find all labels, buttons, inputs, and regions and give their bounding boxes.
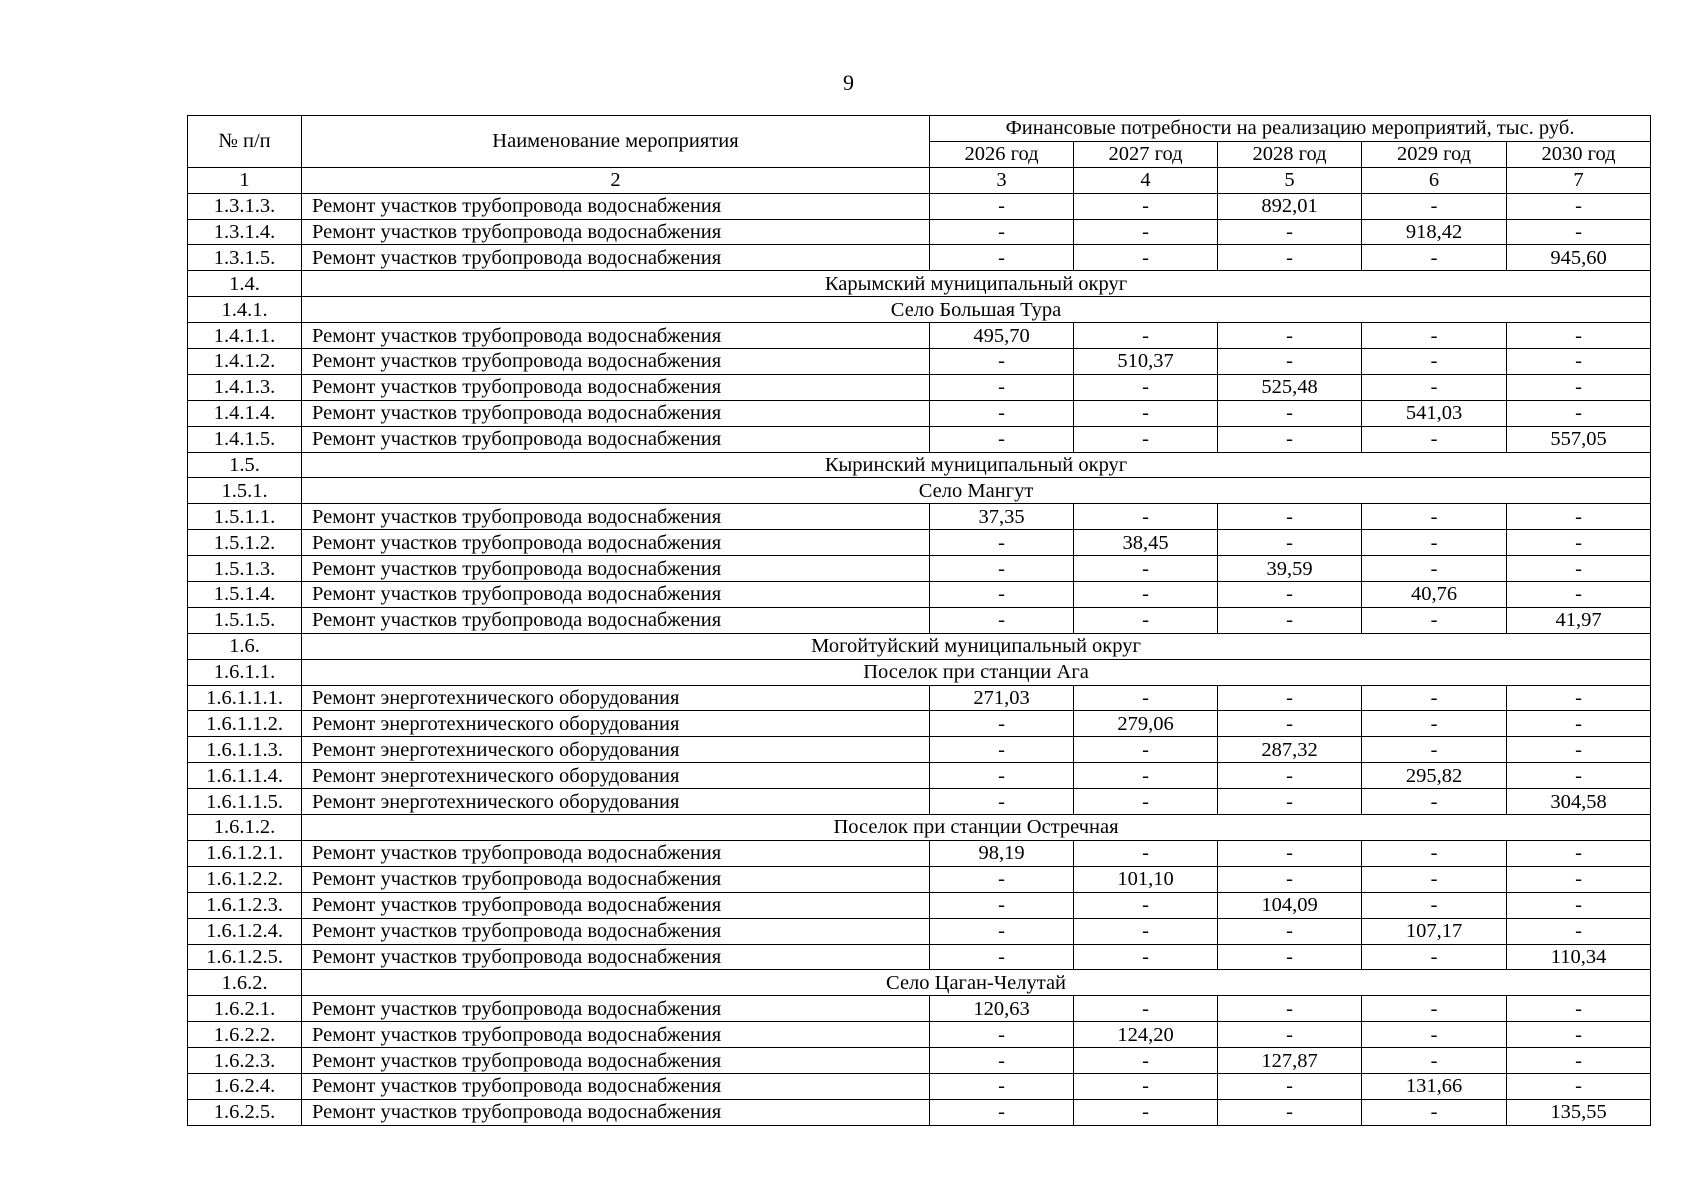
section-title: Кыринский муниципальный округ xyxy=(302,452,1651,478)
year-value: - xyxy=(1362,737,1507,763)
year-value: - xyxy=(1074,737,1218,763)
year-value: - xyxy=(1507,1022,1651,1048)
row-number: 1.6.1.1.4. xyxy=(188,763,302,789)
year-value: - xyxy=(930,374,1074,400)
activity-name: Ремонт участков трубопровода водоснабжения xyxy=(302,556,930,582)
row-number: 1.6.1.2.3. xyxy=(188,892,302,918)
year-value: - xyxy=(930,1048,1074,1074)
year-value: - xyxy=(1074,193,1218,219)
table-row xyxy=(188,944,1651,970)
year-value: - xyxy=(1218,1073,1362,1099)
year-value: - xyxy=(1507,530,1651,556)
year-value: - xyxy=(1218,607,1362,633)
year-value: 541,03 xyxy=(1362,400,1507,426)
year-value: - xyxy=(1218,685,1362,711)
table-row xyxy=(188,996,1651,1022)
table-row xyxy=(188,737,1651,763)
year-header: 2027 год xyxy=(1074,141,1218,167)
year-value: 892,01 xyxy=(1218,193,1362,219)
row-number: 1.6.1.2.5. xyxy=(188,944,302,970)
year-value: - xyxy=(1507,685,1651,711)
activity-name: Ремонт энерготехнического оборудования xyxy=(302,685,930,711)
year-value: - xyxy=(1362,1022,1507,1048)
table-row xyxy=(188,400,1651,426)
activity-name: Ремонт участков трубопровода водоснабжения xyxy=(302,918,930,944)
year-header: 2026 год xyxy=(930,141,1074,167)
activity-name: Ремонт участков трубопровода водоснабжения xyxy=(302,349,930,375)
year-value: - xyxy=(1074,789,1218,815)
year-value: - xyxy=(930,349,1074,375)
activity-name: Ремонт участков трубопровода водоснабжения xyxy=(302,426,930,452)
activity-name: Ремонт участков трубопровода водоснабжения xyxy=(302,374,930,400)
activity-name: Ремонт энерготехнического оборудования xyxy=(302,737,930,763)
year-value: - xyxy=(1074,996,1218,1022)
year-value: - xyxy=(1507,763,1651,789)
year-value: - xyxy=(1362,1048,1507,1074)
year-value: - xyxy=(1507,349,1651,375)
year-value: - xyxy=(1362,711,1507,737)
table-row xyxy=(188,789,1651,815)
activity-name: Ремонт энерготехнического оборудования xyxy=(302,763,930,789)
row-number: 1.5.1.4. xyxy=(188,582,302,608)
year-value: 41,97 xyxy=(1507,607,1651,633)
year-value: - xyxy=(1218,530,1362,556)
year-value: 271,03 xyxy=(930,685,1074,711)
row-number: 1.6.2.1. xyxy=(188,996,302,1022)
year-value: 38,45 xyxy=(1074,530,1218,556)
year-value: - xyxy=(1218,582,1362,608)
activity-name: Ремонт участков трубопровода водоснабжения xyxy=(302,530,930,556)
year-value: - xyxy=(1362,866,1507,892)
table-row xyxy=(188,1048,1651,1074)
year-value: - xyxy=(1218,840,1362,866)
activity-name: Ремонт участков трубопровода водоснабжения xyxy=(302,866,930,892)
year-value: - xyxy=(930,944,1074,970)
year-value: 110,34 xyxy=(1507,944,1651,970)
year-value: - xyxy=(930,918,1074,944)
section-row xyxy=(188,659,1651,685)
year-value: - xyxy=(1507,892,1651,918)
year-value: 40,76 xyxy=(1362,582,1507,608)
year-value: 510,37 xyxy=(1074,349,1218,375)
table-row xyxy=(188,918,1651,944)
year-value: - xyxy=(930,556,1074,582)
table-row xyxy=(188,323,1651,349)
year-value: - xyxy=(930,763,1074,789)
year-value: - xyxy=(1074,374,1218,400)
row-number: 1.4.1.2. xyxy=(188,349,302,375)
year-value: - xyxy=(930,737,1074,763)
year-header: 2030 год xyxy=(1507,141,1651,167)
year-value: - xyxy=(1362,996,1507,1022)
year-value: 557,05 xyxy=(1507,426,1651,452)
year-value: - xyxy=(1218,1099,1362,1125)
year-value: - xyxy=(1218,763,1362,789)
year-value: - xyxy=(1074,892,1218,918)
year-value: - xyxy=(1074,1048,1218,1074)
year-value: - xyxy=(930,1099,1074,1125)
year-value: 495,70 xyxy=(930,323,1074,349)
year-value: - xyxy=(1507,711,1651,737)
year-value: - xyxy=(1074,763,1218,789)
year-value: - xyxy=(1507,219,1651,245)
row-number: 1.5.1.1. xyxy=(188,504,302,530)
year-value: - xyxy=(1074,582,1218,608)
activity-name: Ремонт участков трубопровода водоснабжения xyxy=(302,400,930,426)
year-value: 131,66 xyxy=(1362,1073,1507,1099)
year-value: - xyxy=(930,789,1074,815)
year-value: - xyxy=(1362,245,1507,271)
year-value: - xyxy=(1507,737,1651,763)
header-row-numbers xyxy=(188,167,1651,193)
row-number: 1.6.1.1. xyxy=(188,659,302,685)
year-value: - xyxy=(1507,1073,1651,1099)
year-value: 120,63 xyxy=(930,996,1074,1022)
table-row xyxy=(188,607,1651,633)
row-number: 1.5.1. xyxy=(188,478,302,504)
year-value: - xyxy=(1507,400,1651,426)
row-number: 1.6.2. xyxy=(188,970,302,996)
section-title: Село Мангут xyxy=(302,478,1651,504)
activity-name: Ремонт участков трубопровода водоснабжения xyxy=(302,219,930,245)
financing-table xyxy=(187,115,1651,1126)
activity-name: Ремонт участков трубопровода водоснабжения xyxy=(302,1099,930,1125)
year-header: 2029 год xyxy=(1362,141,1507,167)
table-row xyxy=(188,219,1651,245)
year-value: - xyxy=(1507,193,1651,219)
year-value: 37,35 xyxy=(930,504,1074,530)
table-row xyxy=(188,582,1651,608)
year-value: - xyxy=(1218,219,1362,245)
year-value: - xyxy=(1218,400,1362,426)
year-value: - xyxy=(1074,840,1218,866)
activity-name: Ремонт участков трубопровода водоснабжения xyxy=(302,323,930,349)
year-value: - xyxy=(1218,504,1362,530)
row-number: 1.3.1.5. xyxy=(188,245,302,271)
column-number: 7 xyxy=(1507,167,1651,193)
year-value: - xyxy=(1218,944,1362,970)
year-value: 945,60 xyxy=(1507,245,1651,271)
row-number: 1.6.1.1.5. xyxy=(188,789,302,815)
year-value: 525,48 xyxy=(1218,374,1362,400)
year-value: - xyxy=(930,530,1074,556)
activity-name: Ремонт участков трубопровода водоснабжения xyxy=(302,840,930,866)
year-value: - xyxy=(1218,426,1362,452)
section-title: Могойтуйский муниципальный округ xyxy=(302,633,1651,659)
year-value: 304,58 xyxy=(1507,789,1651,815)
row-number: 1.4.1.4. xyxy=(188,400,302,426)
row-number: 1.4.1.3. xyxy=(188,374,302,400)
activity-name: Ремонт участков трубопровода водоснабжения xyxy=(302,996,930,1022)
row-number: 1.5.1.3. xyxy=(188,556,302,582)
year-value: - xyxy=(1362,1099,1507,1125)
year-value: - xyxy=(1507,996,1651,1022)
year-value: - xyxy=(1362,892,1507,918)
table-row xyxy=(188,349,1651,375)
year-value: - xyxy=(1074,918,1218,944)
year-value: - xyxy=(1362,944,1507,970)
activity-name: Ремонт участков трубопровода водоснабжения xyxy=(302,245,930,271)
section-title: Поселок при станции Остречная xyxy=(302,815,1651,841)
year-value: - xyxy=(1507,374,1651,400)
row-number: 1.6.1.2.2. xyxy=(188,866,302,892)
year-value: - xyxy=(1074,556,1218,582)
year-value: 124,20 xyxy=(1074,1022,1218,1048)
section-title: Карымский муниципальный округ xyxy=(302,271,1651,297)
year-value: - xyxy=(930,1022,1074,1048)
activity-name: Ремонт участков трубопровода водоснабжения xyxy=(302,504,930,530)
table-row xyxy=(188,1022,1651,1048)
year-value: - xyxy=(1074,245,1218,271)
row-number: 1.4. xyxy=(188,271,302,297)
finance-column-header: Финансовые потребности на реализацию мероприятий, тыс. руб. xyxy=(930,116,1651,142)
row-number: 1.6.1.1.3. xyxy=(188,737,302,763)
column-number: 2 xyxy=(302,167,930,193)
year-value: - xyxy=(1362,193,1507,219)
year-value: - xyxy=(1218,711,1362,737)
page-number: 9 xyxy=(843,70,854,95)
table-row xyxy=(188,685,1651,711)
row-number: 1.4.1. xyxy=(188,297,302,323)
year-value: 279,06 xyxy=(1074,711,1218,737)
section-row xyxy=(188,297,1651,323)
year-value: - xyxy=(1074,1099,1218,1125)
year-value: - xyxy=(1218,866,1362,892)
activity-name: Ремонт участков трубопровода водоснабжения xyxy=(302,1048,930,1074)
row-number: 1.6.1.2.4. xyxy=(188,918,302,944)
year-value: - xyxy=(1218,918,1362,944)
activity-name: Ремонт энерготехнического оборудования xyxy=(302,711,930,737)
year-value: - xyxy=(930,1073,1074,1099)
table-row xyxy=(188,245,1651,271)
year-value: 295,82 xyxy=(1362,763,1507,789)
year-value: 101,10 xyxy=(1074,866,1218,892)
activity-name: Ремонт участков трубопровода водоснабжения xyxy=(302,892,930,918)
year-value: - xyxy=(1074,944,1218,970)
year-value: - xyxy=(1507,918,1651,944)
row-number: 1.5.1.5. xyxy=(188,607,302,633)
header-row-top xyxy=(188,116,1651,142)
year-value: - xyxy=(1507,582,1651,608)
row-number: 1.6.2.2. xyxy=(188,1022,302,1048)
row-number: 1.4.1.5. xyxy=(188,426,302,452)
year-value: 918,42 xyxy=(1362,219,1507,245)
table-row xyxy=(188,504,1651,530)
year-value: 127,87 xyxy=(1218,1048,1362,1074)
activity-name: Ремонт участков трубопровода водоснабжения xyxy=(302,944,930,970)
year-value: - xyxy=(930,219,1074,245)
name-column-header: Наименование мероприятия xyxy=(302,116,930,168)
section-title: Поселок при станции Ага xyxy=(302,659,1651,685)
table-row xyxy=(188,426,1651,452)
year-value: - xyxy=(1074,504,1218,530)
section-row xyxy=(188,452,1651,478)
table-header xyxy=(188,116,1651,194)
table-row xyxy=(188,1099,1651,1125)
table-row xyxy=(188,711,1651,737)
table-row xyxy=(188,840,1651,866)
year-value: - xyxy=(1362,556,1507,582)
year-value: - xyxy=(1074,426,1218,452)
year-value: - xyxy=(930,245,1074,271)
year-value: - xyxy=(1074,219,1218,245)
column-number: 6 xyxy=(1362,167,1507,193)
activity-name: Ремонт участков трубопровода водоснабжения xyxy=(302,582,930,608)
year-value: 104,09 xyxy=(1218,892,1362,918)
activity-name: Ремонт энерготехнического оборудования xyxy=(302,789,930,815)
activity-name: Ремонт участков трубопровода водоснабжения xyxy=(302,1022,930,1048)
activity-name: Ремонт участков трубопровода водоснабжения xyxy=(302,193,930,219)
table-row xyxy=(188,193,1651,219)
year-value: - xyxy=(1362,530,1507,556)
row-number: 1.6.1.2.1. xyxy=(188,840,302,866)
year-value: - xyxy=(1218,1022,1362,1048)
year-value: - xyxy=(930,400,1074,426)
year-value: - xyxy=(1074,607,1218,633)
section-row xyxy=(188,271,1651,297)
year-value: - xyxy=(1507,556,1651,582)
row-number: 1.5. xyxy=(188,452,302,478)
year-value: 135,55 xyxy=(1507,1099,1651,1125)
year-value: - xyxy=(1074,1073,1218,1099)
section-title: Село Цаган-Челутай xyxy=(302,970,1651,996)
year-value: - xyxy=(1074,400,1218,426)
row-number: 1.6.1.1.2. xyxy=(188,711,302,737)
year-value: - xyxy=(1074,685,1218,711)
column-number: 3 xyxy=(930,167,1074,193)
row-number: 1.6.1.1.1. xyxy=(188,685,302,711)
section-row xyxy=(188,815,1651,841)
year-value: - xyxy=(1362,789,1507,815)
table-row xyxy=(188,866,1651,892)
year-value: - xyxy=(1507,323,1651,349)
num-column-header: № п/п xyxy=(188,116,302,168)
year-value: - xyxy=(930,426,1074,452)
year-value: - xyxy=(930,866,1074,892)
row-number: 1.6.1.2. xyxy=(188,815,302,841)
year-value: - xyxy=(930,711,1074,737)
year-value: - xyxy=(1362,349,1507,375)
section-title: Село Большая Тура xyxy=(302,297,1651,323)
row-number: 1.6. xyxy=(188,633,302,659)
year-value: 107,17 xyxy=(1362,918,1507,944)
row-number: 1.6.2.3. xyxy=(188,1048,302,1074)
year-header: 2028 год xyxy=(1218,141,1362,167)
year-value: - xyxy=(1218,996,1362,1022)
year-value: - xyxy=(1218,245,1362,271)
section-row xyxy=(188,633,1651,659)
table-row xyxy=(188,556,1651,582)
table-row xyxy=(188,374,1651,400)
activity-name: Ремонт участков трубопровода водоснабжения xyxy=(302,607,930,633)
table-body xyxy=(188,193,1651,1125)
year-value: - xyxy=(1362,374,1507,400)
year-value: - xyxy=(930,582,1074,608)
year-value: - xyxy=(930,607,1074,633)
year-value: - xyxy=(1507,1048,1651,1074)
row-number: 1.3.1.4. xyxy=(188,219,302,245)
row-number: 1.6.2.4. xyxy=(188,1073,302,1099)
row-number: 1.6.2.5. xyxy=(188,1099,302,1125)
year-value: - xyxy=(1362,504,1507,530)
year-value: 287,32 xyxy=(1218,737,1362,763)
column-number: 5 xyxy=(1218,167,1362,193)
year-value: - xyxy=(1218,323,1362,349)
year-value: - xyxy=(1218,789,1362,815)
section-row xyxy=(188,970,1651,996)
table-row xyxy=(188,763,1651,789)
table-row xyxy=(188,530,1651,556)
activity-name: Ремонт участков трубопровода водоснабжения xyxy=(302,1073,930,1099)
year-value: - xyxy=(1507,866,1651,892)
year-value: - xyxy=(1362,685,1507,711)
year-value: 39,59 xyxy=(1218,556,1362,582)
year-value: - xyxy=(1362,607,1507,633)
year-value: - xyxy=(930,892,1074,918)
year-value: - xyxy=(1362,323,1507,349)
table-row xyxy=(188,1073,1651,1099)
year-value: - xyxy=(1362,840,1507,866)
section-row xyxy=(188,478,1651,504)
year-value: - xyxy=(1074,323,1218,349)
year-value: - xyxy=(1362,426,1507,452)
year-value: - xyxy=(1507,840,1651,866)
row-number: 1.4.1.1. xyxy=(188,323,302,349)
year-value: - xyxy=(1507,504,1651,530)
year-value: - xyxy=(930,193,1074,219)
table-row xyxy=(188,892,1651,918)
year-value: 98,19 xyxy=(930,840,1074,866)
column-number: 4 xyxy=(1074,167,1218,193)
year-value: - xyxy=(1218,349,1362,375)
row-number: 1.5.1.2. xyxy=(188,530,302,556)
row-number: 1.3.1.3. xyxy=(188,193,302,219)
column-number: 1 xyxy=(188,167,302,193)
